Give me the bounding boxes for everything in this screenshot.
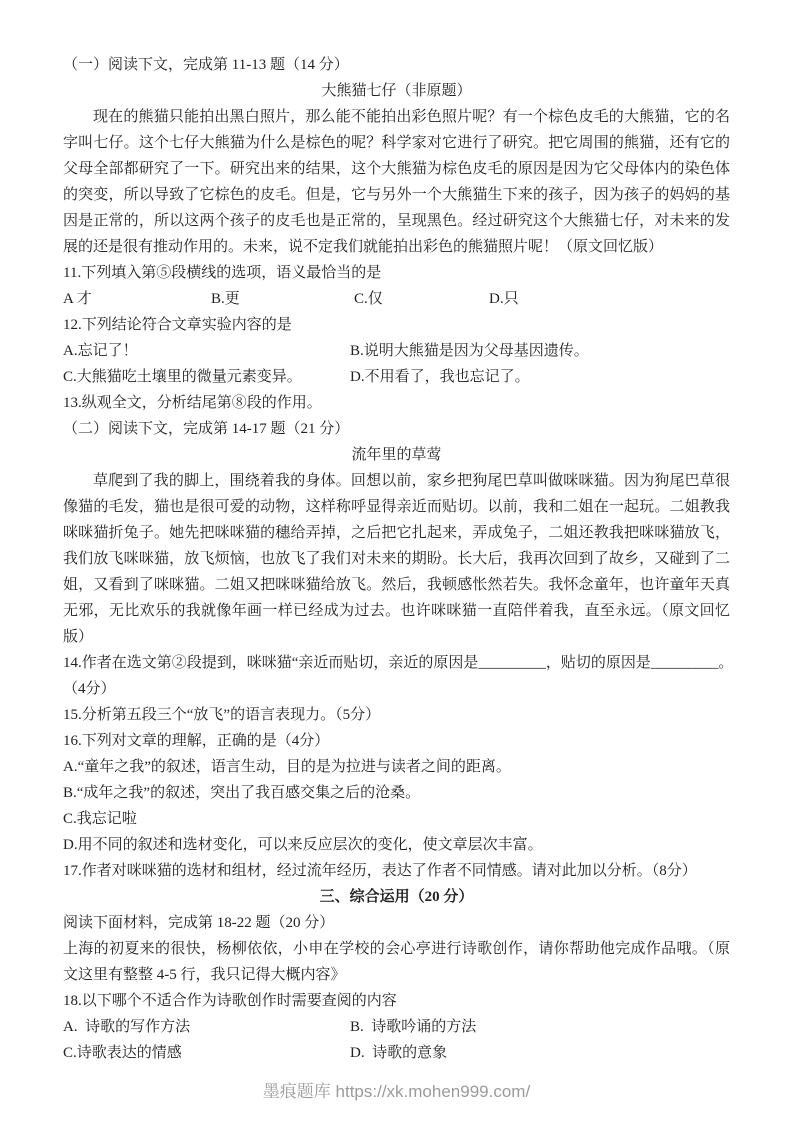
question-17-stem: 17.作者对咪咪猫的选材和组材，经过流年经历，表达了作者不同情感。请对此加以分析。（8分） (63, 863, 697, 879)
question-11-option-c: C.仅 (354, 291, 383, 307)
question-16-option-c: C.我忘记啦 (63, 811, 137, 827)
question-11-option-d: D.只 (489, 291, 519, 307)
footer-site-text: 墨痕题库 https://xk.mohen999.com/ (262, 1082, 531, 1101)
question-11-stem: 11.下列填入第⑤段横线的选项，语义最恰当的是 (63, 265, 382, 281)
question-12-options-row-1 (63, 338, 730, 364)
section-3-intro: 阅读下面材料，完成第 18-22 题（20 分） (63, 915, 335, 931)
passage-1-title: 大熊猫七仔（非原题） (321, 83, 472, 99)
question-13-stem: 13.纵观全文，分析结尾第⑧段的作用。 (63, 395, 322, 411)
question-16-option-d: D.用不同的叙述和选材变化，可以来反应层次的变化，使文章层次丰富。 (63, 837, 543, 853)
question-18-option-d: D. 诗歌的意象 (350, 1045, 448, 1061)
question-18-option-c: C.诗歌表达的情感 (63, 1045, 182, 1061)
page-footer (0, 1077, 793, 1102)
question-16-option-a: A.“童年之我”的叙述，语言生动，目的是为拉进与读者之间的距离。 (63, 759, 511, 775)
question-16-option-b: B.“成年之我”的叙述，突出了我百感交集之后的沧桑。 (63, 785, 421, 801)
question-18-stem: 18.以下哪个不适合作为诗歌创作时需要查阅的内容 (63, 993, 397, 1009)
question-18-options-row-2 (63, 1040, 730, 1066)
section-2-header: （二）阅读下文，完成第 14-17 题（21 分） (63, 421, 350, 437)
question-14-score: （4分） (63, 681, 116, 697)
section-3-header: 三、综合运用（20 分） (319, 889, 474, 905)
question-12-option-b: B.说明大熊猫是因为父母基因遗传。 (350, 343, 589, 359)
question-18-option-b: B. 诗歌吟诵的方法 (350, 1019, 477, 1035)
passage-2-text: 草爬到了我的脚上，围绕着我的身体。回想以前，家乡把狗尾巴草叫做咪咪猫。因为狗尾巴草很像猫的毛发，猫也是很可爱的动物，这样称呼显得亲近而贴切。以前，我和二姐在一起玩。二姐教我咪咪猫折兔子。她先把咪咪猫的穗给弄掉，之后把它扎起来，弄成兔子，二姐还教我把咪咪猫放飞，我们放飞咪咪猫，放飞烦恼，也放飞了我们对未来的期盼。长大后，我再次回到了故乡，又碰到了二姐，又看到了咪咪猫。二姐又把咪咪猫给放飞。然后，我顿感怅然若失。我怀念童年，也许童年天真无邪，无比欢乐的我就像年画一样已经成为过去。也许咪咪猫一直陪伴着我，直至永远。（原文回忆版） (63, 473, 730, 645)
exam-content (63, 52, 734, 1066)
question-16-stem: 16.下列对文章的理解，正确的是（4分） (63, 733, 330, 749)
question-18-options-row-1 (63, 1014, 730, 1040)
question-12-option-c: C.大熊猫吃土壤里的微量元素变异。 (63, 369, 302, 385)
question-18-option-a: A. 诗歌的写作方法 (63, 1019, 191, 1035)
question-11-option-b: B.更 (211, 291, 240, 307)
question-12-stem: 12.下列结论符合文章实验内容的是 (63, 317, 292, 333)
question-14-stem: 14.作者在选文第②段提到，咪咪猫“亲近而贴切，亲近的原因是_________，贴切的原因是_________。 (63, 655, 734, 671)
question-12-option-d: D.不用看了，我也忘记了。 (350, 369, 530, 385)
section-3-material: 上海的初夏来的很快，杨柳依依，小申在学校的会心亭进行诗歌创作，请你帮助他完成作品哦。（原文这里有整整 4-5 行，我只记得大概内容》 (63, 941, 730, 983)
question-11-option-a: A 才 (63, 291, 92, 307)
section-1-header: （一）阅读下文，完成第 11-13 题（14 分） (63, 57, 349, 73)
passage-1-text: 现在的熊猫只能拍出黑白照片，那么能不能拍出彩色照片呢？有一个棕色皮毛的大熊猫，它的名字叫七仔。这个七仔大熊猫为什么是棕色的呢？科学家对它进行了研究。把它周围的熊猫，还有它的父母全部都研究了一下。研究出来的结果，这个大熊猫为棕色皮毛的原因是因为它父母体内的染色体的突变，所以导致了它棕色的皮毛。但是，它与另外一个大熊猫生下来的孩子，因为孩子的妈妈的基因是正常的，所以这两个孩子的皮毛也是正常的，呈现黑色。经过研究这个大熊猫七仔，对未来的发展的还是很有推动作用的。未来，说不定我们就能拍出彩色的熊猫照片呢！（原文回忆版） (63, 109, 730, 255)
question-11-options (63, 286, 730, 312)
passage-2-title: 流年里的草莺 (351, 447, 442, 463)
question-15-stem: 15.分析第五段三个“放飞”的语言表现力。（5分） (63, 707, 381, 723)
question-12-option-a: A.忘记了！ (63, 343, 138, 359)
question-12-options-row-2 (63, 364, 730, 390)
